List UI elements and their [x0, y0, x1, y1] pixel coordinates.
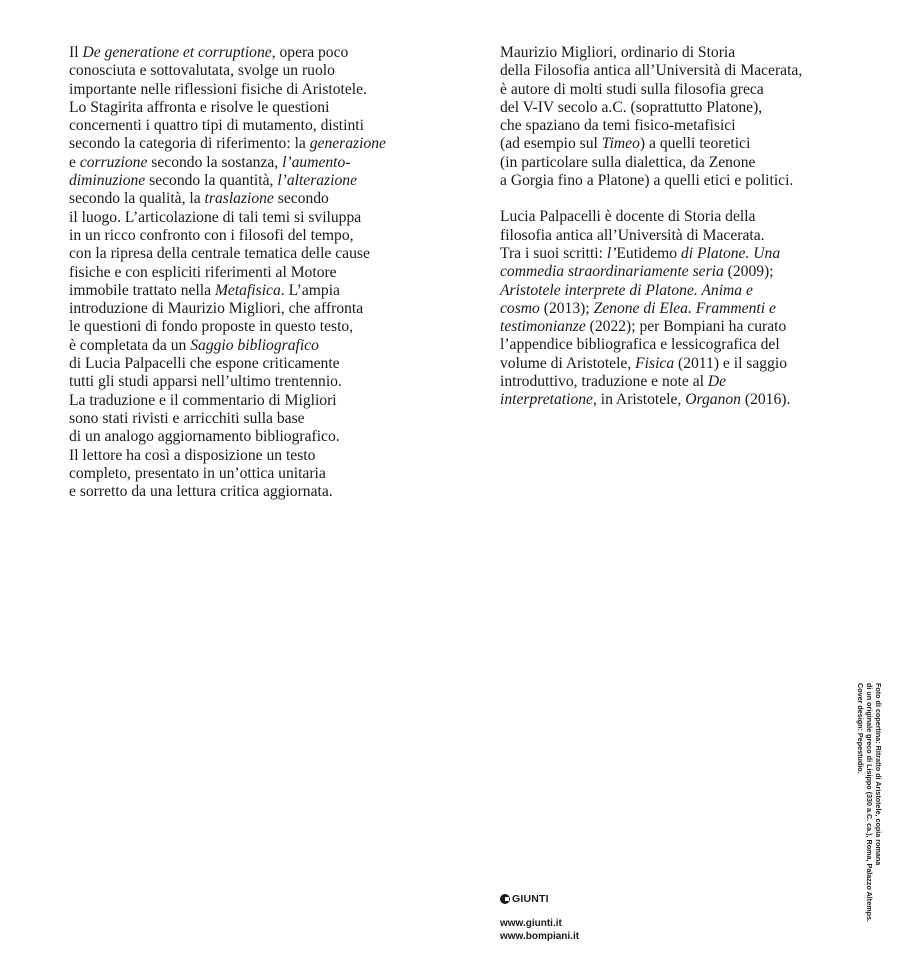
- text-line: La traduzione e il commentario di Migliori: [69, 391, 337, 409]
- text-line: Tra i suoi scritti: l’Eutidemo di Platone. Una: [500, 244, 781, 262]
- text-line: introduttivo, traduzione e note al De: [500, 373, 727, 391]
- text-line: e corruzione secondo la sostanza, l’aumento-: [69, 153, 351, 171]
- text-line: Il lettore ha così a disposizione un testo: [69, 446, 316, 464]
- italic-title: De generatione et corruptione: [82, 44, 272, 61]
- text-line: con la ripresa della centrale tematica delle cause: [69, 245, 370, 263]
- italic-title: traslazione: [204, 190, 274, 208]
- italic-title: interpretatione: [500, 391, 593, 409]
- text-line: di un analogo aggiornamento bibliografico.: [69, 428, 340, 446]
- italic-title: cosmo: [500, 299, 540, 317]
- text-line: secondo la qualità, la traslazione secondo: [69, 190, 329, 208]
- publisher-urls: [500, 917, 579, 943]
- text-line: Il De generatione et corruptione, opera poco: [69, 44, 349, 61]
- text-line: conosciuta e sottovalutata, svolge un ruolo: [69, 62, 335, 80]
- migliori-bio: [500, 44, 845, 190]
- italic-title: di Platone. Una: [677, 244, 781, 262]
- text-line: commedia straordinariamente seria (2009);: [500, 263, 774, 281]
- url-giunti: www.giunti.it: [500, 918, 562, 929]
- credit-line: Foto di copertina: Ritratto di Aristotele, copia romana: [874, 683, 883, 866]
- text-line: del V-IV secolo a.C. (soprattutto Platone),: [500, 98, 763, 116]
- text-line: in un ricco confronto con i filosofi del tempo,: [69, 226, 354, 244]
- text-line: Lo Stagirita affronta e risolve le questioni: [69, 98, 330, 116]
- text-line: Lucia Palpacelli è docente di Storia della: [500, 208, 756, 226]
- text-line: (ad esempio sul Timeo) a quelli teoretici: [500, 135, 751, 153]
- text-line: le questioni di fondo proposte in questo testo,: [69, 318, 354, 336]
- publisher-block: [500, 893, 579, 943]
- giunti-logo: [500, 893, 579, 905]
- text-line: diminuzione secondo la quantità, l’alterazione: [69, 172, 358, 190]
- text-line: di Lucia Palpacelli che espone criticamente: [69, 355, 340, 373]
- text-line: (in particolare sulla dialettica, da Zenone: [500, 153, 756, 171]
- italic-title: Fisica: [635, 354, 675, 372]
- text-line: è completata da un Saggio bibliografico: [69, 336, 319, 354]
- italic-title: Aristotele interprete di Platone. Anima e: [500, 281, 753, 299]
- italic-title: Saggio bibliografico: [190, 336, 319, 354]
- italic-title: Zenone di Elea. Frammenti e: [593, 299, 776, 317]
- credit-line: di un originale greco di Lisippo (330 a.C. ca.), Roma, Palazzo Altemps.: [865, 683, 875, 922]
- text-line: concernenti i quattro tipi di mutamento, distinti: [69, 117, 364, 135]
- url-bompiani: www.bompiani.it: [500, 931, 580, 942]
- text-line: introduzione di Maurizio Migliori, che affronta: [69, 300, 364, 318]
- text-line: cosmo (2013); Zenone di Elea. Frammenti e: [500, 299, 776, 317]
- text-line: a Gorgia fino a Platone) a quelli etici e politici.: [500, 172, 794, 190]
- text-line: fisiche e con espliciti riferimenti al Motore: [69, 263, 337, 281]
- text-line: Maurizio Migliori, ordinario di Storia: [500, 44, 736, 61]
- italic-title: De: [707, 373, 727, 391]
- text-line: secondo la categoria di riferimento: la generazione: [69, 135, 386, 153]
- italic-title: Timeo: [601, 135, 640, 153]
- text-line: importante nelle riflessioni fisiche di Aristotele.: [69, 80, 367, 98]
- italic-title: l’alterazione: [277, 172, 358, 190]
- italic-title: corruzione: [79, 153, 148, 171]
- italic-title: Organon: [685, 391, 741, 409]
- italic-title: l’aumento-: [282, 153, 351, 171]
- italic-title: commedia straordinariamente seria: [500, 263, 724, 281]
- text-line: e sorretto da una lettura critica aggiornata.: [69, 483, 333, 501]
- text-line: tutti gli studi apparsi nell’ultimo trentennio.: [69, 373, 342, 391]
- text-line: sono stati rivisti e arricchiti sulla base: [69, 409, 305, 427]
- logo-text: GIUNTI: [512, 893, 549, 905]
- text-line: [500, 282, 845, 300]
- giunti-logo-icon: [500, 894, 510, 904]
- text-line: è autore di molti studi sulla filosofia greca: [500, 80, 764, 98]
- text-line: l’appendice bibliografica e lessicografica del: [500, 336, 780, 354]
- text-line: filosofia antica all’Università di Macerata.: [500, 226, 765, 244]
- text-line: completo, presentato in un’ottica unitaria: [69, 464, 326, 482]
- text-line: che spaziano da temi fisico-metafisici: [500, 117, 736, 135]
- credit-line: Cover design: Pepestudio.: [856, 683, 866, 774]
- cover-credit: [856, 683, 882, 923]
- text-line: testimonianze (2022); per Bompiani ha curato: [500, 318, 787, 336]
- text-line: immobile trattato nella Metafisica. L’ampia: [69, 281, 340, 299]
- italic-title: diminuzione: [69, 172, 146, 190]
- text-line: volume di Aristotele, Fisica (2011) e il saggio: [500, 354, 788, 372]
- book-description: [69, 44, 414, 501]
- authors-bio: [500, 44, 845, 428]
- italic-title: testimonianze: [500, 318, 586, 336]
- palpacelli-bio: [500, 208, 845, 409]
- text-line: della Filosofia antica all’Università di Macerata,: [500, 62, 803, 80]
- italic-title: Metafisica: [214, 281, 281, 299]
- text-line: interpretatione, in Aristotele, Organon (2016).: [500, 391, 791, 409]
- text-line: il luogo. L’articolazione di tali temi si sviluppa: [69, 208, 362, 226]
- italic-title: generazione: [309, 135, 386, 153]
- italic-title: l’: [606, 244, 617, 262]
